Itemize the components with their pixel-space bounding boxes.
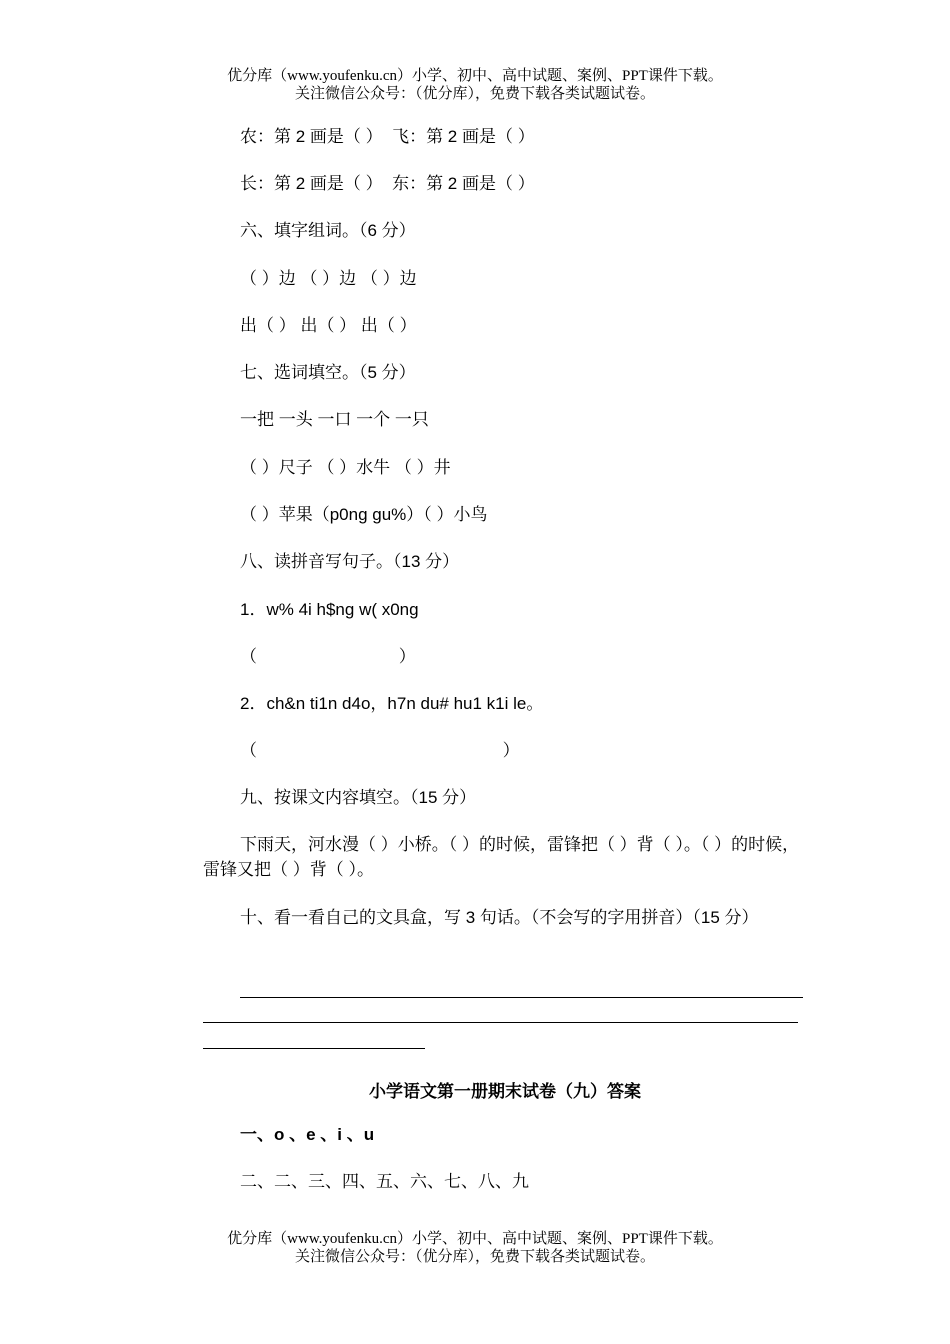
- writing-line-2: [203, 1022, 798, 1023]
- writing-line-1: [240, 997, 803, 998]
- section-8-answer-2: （ ）: [240, 741, 520, 760]
- stroke-question-row-1: 农：第 2 画是（ ） 飞：第 2 画是（ ）: [240, 127, 535, 146]
- page-footer: [0, 1230, 950, 1266]
- section-6-row-2: 出（ ） 出（ ） 出（ ）: [240, 316, 417, 335]
- answer-1: 一、o 、e 、i 、u: [240, 1125, 375, 1144]
- section-8-heading: 八、读拼音写句子。（13 分）: [240, 552, 460, 571]
- stroke-question-row-2: 长：第 2 画是（ ） 东：第 2 画是（ ）: [240, 174, 535, 193]
- section-7-choices: 一把 一头 一口 一个 一只: [240, 410, 429, 429]
- page-header: [0, 67, 950, 103]
- footer-line-1: 优分库（www.youfenku.cn）小学、初中、高中试题、案例、PPT课件下载。: [227, 1231, 723, 1247]
- section-8-question-2: 2．ch&n ti1n d4o，h7n du# hu1 k1i le。: [240, 694, 544, 713]
- section-9-heading: 九、按课文内容填空。（15 分）: [240, 788, 477, 807]
- section-8-question-1: 1．w% 4i h$ng w( x0ng: [240, 600, 419, 619]
- header-line-1: 优分库（www.youfenku.cn）小学、初中、高中试题、案例、PPT课件下载。: [227, 68, 723, 84]
- answer-title: 小学语文第一册期末试卷（九）答案: [369, 1082, 641, 1101]
- writing-line-3: [203, 1048, 425, 1049]
- section-9-text: 下雨天，河水漫（ ）小桥。（ ）的时候，雷锋把（ ）背（ ）。（ ）的时候，雷锋又把（ ）背（ ）。: [203, 835, 800, 879]
- section-7-heading: 七、选词填空。（5 分）: [240, 363, 416, 382]
- answer-2: 二、二、三、四、五、六、七、八、九: [240, 1172, 529, 1191]
- section-6-row-1: （ ）边 （ ）边 （ ）边: [240, 269, 417, 288]
- header-line-2: 关注微信公众号：（优分库），免费下载各类试题试卷。: [294, 86, 655, 102]
- footer-line-2: 关注微信公众号：（优分库），免费下载各类试题试卷。: [294, 1249, 655, 1265]
- section-8-answer-1: （ ）: [240, 647, 416, 666]
- section-10-heading: 十、看一看自己的文具盒，写 3 句话。（不会写的字用拼音）（15 分）: [240, 908, 759, 927]
- section-7-row-1: （ ）尺子 （ ）水牛 （ ）井: [240, 458, 451, 477]
- section-6-heading: 六、填字组词。（6 分）: [240, 221, 416, 240]
- section-7-row-2: （ ）苹果（p0ng gu%）（ ）小鸟: [240, 505, 488, 524]
